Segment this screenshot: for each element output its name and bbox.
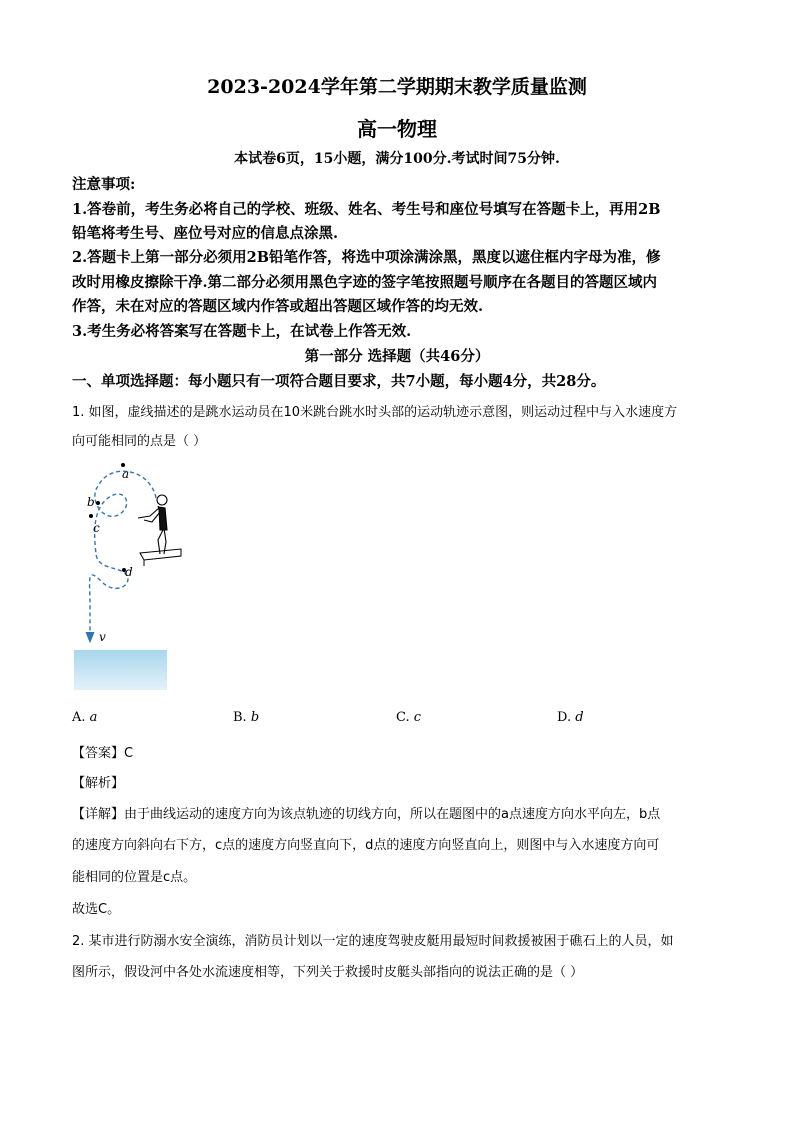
- note-2-line-2: 改时用橡皮擦除干净.第二部分必须用黑色字迹的签字笔按照题号顺序在各题目的答题区域内: [72, 274, 658, 291]
- arrow-down-icon: [86, 632, 94, 642]
- exam-info: 本试卷6页，15小题，满分100分.考试时间75分钟.: [234, 151, 560, 167]
- option-b: B. b: [233, 710, 260, 725]
- conclusion: 故选C。: [72, 902, 121, 917]
- q2-stem-line-1: 2. 某市进行防溺水安全演练，消防员计划以一定的速度驾驶皮艇用最短时间救援被困于礁石上的人员，如: [72, 934, 674, 949]
- analysis-label: 【解析】: [72, 776, 125, 791]
- label-c: c: [93, 521, 100, 535]
- detail-line-1: 【详解】由于曲线运动的速度方向为该点轨迹的切线方向，所以在题图中的a点速度方向水平向左，b点: [72, 807, 661, 822]
- note-2-line-3: 作答，未在对应的答题区域内作答或超出答题区域作答的均无效.: [72, 298, 484, 315]
- option-a: A. a: [72, 710, 98, 725]
- label-v: v: [99, 630, 106, 644]
- note-1-line-1: 1.答卷前，考生务必将自己的学校、班级、姓名、考生号和座位号填写在答题卡上，再用2B: [72, 201, 661, 218]
- part-title: 第一部分 选择题（共46分）: [304, 348, 490, 365]
- option-c: C. c: [396, 710, 422, 725]
- note-1-line-2: 铅笔将考生号、座位号对应的信息点涂黑.: [72, 225, 339, 242]
- q1-stem-line-2: 向可能相同的点是（ ）: [72, 434, 207, 449]
- label-d: d: [125, 565, 133, 579]
- point-c: [89, 514, 93, 518]
- diving-platform: [140, 549, 181, 560]
- note-3: 3.考生务必将答案写在答题卡上，在试卷上作答无效.: [72, 323, 412, 340]
- q1-stem-line-1: 1. 如图，虚线描述的是跳水运动员在10米跳台跳水时头部的运动轨迹示意图，则运动过程中与入水速度方: [72, 405, 678, 420]
- option-d: D. d: [557, 710, 584, 725]
- section-subtitle: 一、单项选择题：每小题只有一项符合题目要求，共7小题，每小题4分，共28分。: [72, 373, 606, 390]
- exam-subject: 高一物理: [357, 117, 437, 141]
- note-2-line-1: 2.答题卡上第一部分必须用2B铅笔作答，将选中项涂满涂黑，黑度以遮住框内字母为准，修: [72, 249, 661, 266]
- detail-line-3: 能相同的位置是c点。: [72, 870, 197, 885]
- water-surface: [74, 650, 167, 690]
- notes-heading: 注意事项:: [72, 176, 136, 193]
- diver-icon: [138, 495, 167, 554]
- answer: 【答案】C: [72, 746, 134, 761]
- detail-line-2: 的速度方向斜向右下方，c点的速度方向竖直向下，d点的速度方向竖直向上，则图中与入水速度方向可: [72, 838, 660, 853]
- point-b: [96, 501, 100, 505]
- q2-stem-line-2: 图所示，假设河中各处水流速度相等，下列关于救援时皮艇头部指向的说法正确的是（ ）: [72, 965, 584, 980]
- diver-trajectory-figure: [68, 458, 198, 694]
- exam-title: 2023-2024学年第二学期期末教学质量监测: [207, 76, 587, 98]
- label-a: a: [122, 467, 130, 481]
- label-b: b: [87, 495, 95, 509]
